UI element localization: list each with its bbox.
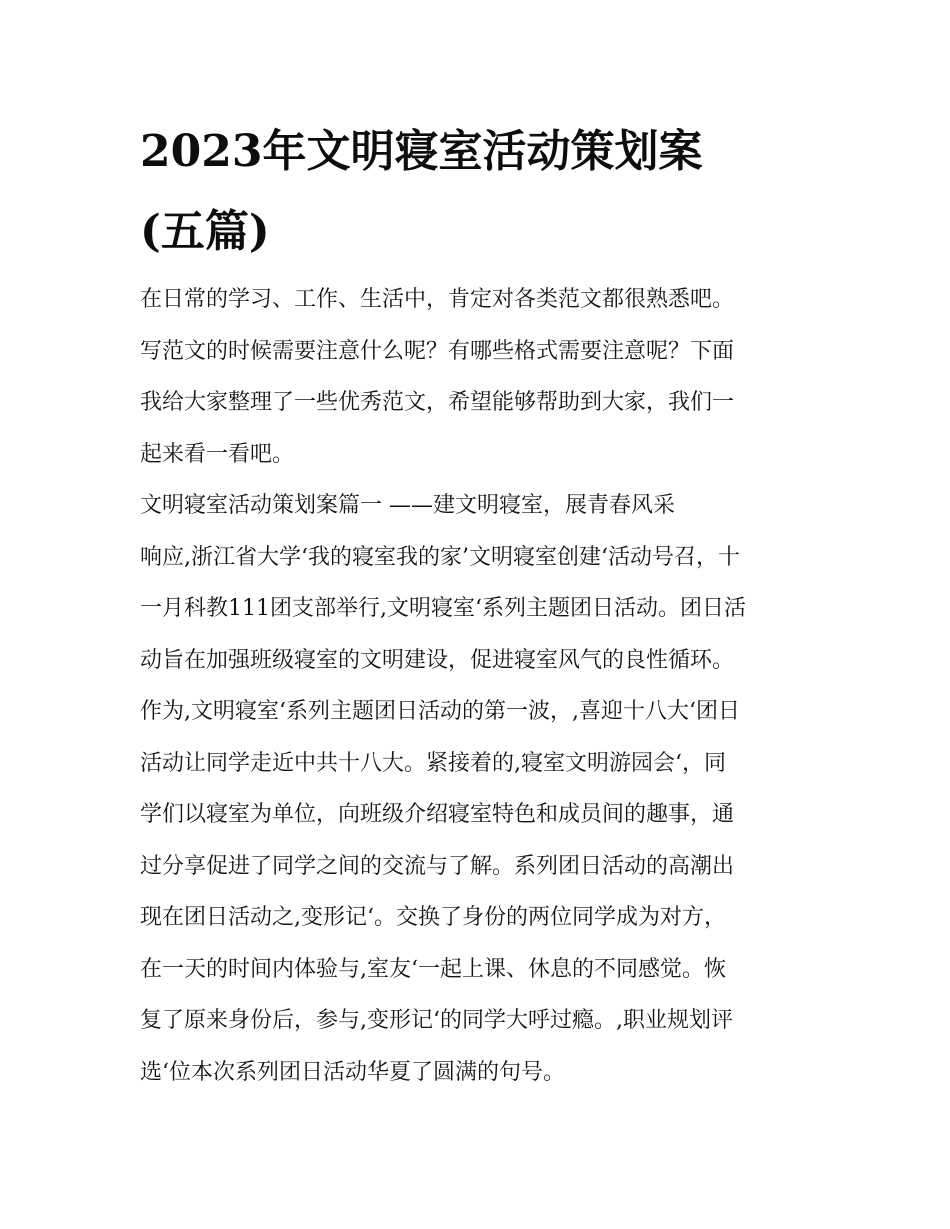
title-line-2: (五篇): [140, 206, 270, 257]
title-line-1: 2023年文明寝室活动策划案: [140, 126, 703, 177]
document-body: [140, 280, 840, 1104]
body-line-11: 学们以寝室为单位，向班级介绍寝室特色和成员间的趣事，通: [140, 802, 735, 827]
body-line-12: 过分享促进了同学之间的交流与了解。系列团日活动的高潮出: [140, 853, 735, 879]
body-line-6: 响应,浙江省大学‘我的寝室我的家’文明寝室创建‘活动号召，十: [140, 544, 740, 570]
body-line-16: 选‘位本次系列团日活动华夏了圆满的句号。: [140, 1059, 565, 1085]
body-line-3: 我给大家整理了一些优秀范文，希望能够帮助到大家，我们一: [140, 390, 735, 415]
body-line-4: 起来看一看吧。: [140, 441, 295, 467]
body-line-8: 动旨在加强班级寝室的文明建设，促进寝室风气的良性循环。: [140, 647, 735, 673]
section-heading-line: 文明寝室活动策划案篇一 ——建文明寝室，展青春风采: [140, 493, 675, 518]
body-line-13: 现在团日活动之,变形记‘。交换了身份的两位同学成为对方，: [140, 905, 726, 930]
body-line-2: 写范文的时候需要注意什么呢？有哪些格式需要注意呢？下面: [140, 338, 735, 364]
body-line-14: 在一天的时间内体验与,室友‘一起上课、休息的不同感觉。恢: [140, 956, 726, 982]
body-line-15: 复了原来身份后，参与,变形记‘的同学大呼过瘾。,职业规划评: [140, 1008, 733, 1033]
body-line-7: 一月科教111团支部举行,文明寝室‘系列主题团日活动。团日活: [140, 596, 746, 621]
body-line-9: 作为,文明寝室‘系列主题团日活动的第一波，,喜迎十八大‘团日: [140, 699, 740, 724]
document-title: [140, 112, 830, 272]
body-line-10: 活动让同学走近中共十八大。紧接着的,寝室文明游园会‘，同: [140, 750, 726, 776]
body-line-1: 在日常的学习、工作、生活中，肯定对各类范文都很熟悉吧。: [140, 287, 735, 312]
